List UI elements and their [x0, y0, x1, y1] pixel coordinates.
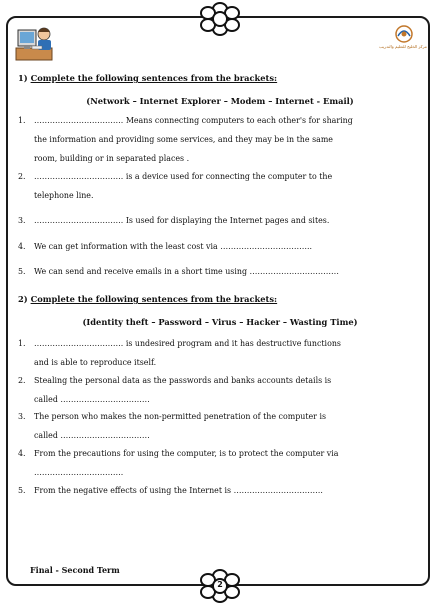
question-number: 2.: [18, 172, 26, 181]
section1-word-bank: (Network – Internet Explorer – Modem – Internet - Email): [86, 96, 354, 106]
computer-user-clipart: [14, 22, 56, 64]
question-line: From the precautions for using the computer, is to protect the computer via: [34, 449, 339, 458]
question-line: and is able to reproduce itself.: [34, 358, 157, 367]
question-number: 3.: [18, 412, 26, 421]
section1-title: [18, 73, 277, 83]
question-number: 3.: [18, 216, 26, 225]
section2-question-5: [18, 481, 410, 500]
question-number: 1.: [18, 116, 26, 125]
footer-term-label: Final - Second Term: [30, 565, 120, 575]
section2-question-4: [18, 444, 410, 482]
question-line: room, building or in separated places .: [34, 154, 190, 163]
section1-question-2: [18, 167, 410, 205]
question-line: the information and providing some services, and they may be in the same: [34, 135, 333, 144]
question-line: …………………………….: [34, 468, 124, 477]
question-number: 4.: [18, 242, 26, 251]
logo-caption: مركز الخليج للتعليم والتدريب: [379, 44, 427, 49]
section2-title: [18, 294, 277, 304]
section2-word-bank: (Identity theft – Password – Virus – Hacker – Wasting Time): [82, 317, 358, 327]
section2-instruction: Complete the following sentences from the brackets:: [30, 294, 278, 304]
question-line: We can send and receive emails in a short time using …………………………….: [34, 267, 339, 276]
flower-ornament-top: [198, 2, 242, 36]
question-line: ……………………………. Means connecting computers to each other's for sharing: [34, 116, 353, 125]
section1-instruction: Complete the following sentences from the brackets:: [30, 73, 278, 83]
question-line: called …………………………….: [34, 395, 150, 404]
page-number: 2: [217, 580, 223, 589]
question-line: called …………………………….: [34, 431, 150, 440]
question-number: 1.: [18, 339, 26, 348]
section1-number: 1): [18, 73, 28, 83]
question-line: Stealing the personal data as the passwords and banks accounts details is: [34, 376, 332, 385]
question-line: The person who makes the non-permitted penetration of the computer is: [34, 412, 327, 421]
section1-question-4: [18, 237, 410, 256]
question-line: ……………………………. is a device used for connecting the computer to the: [34, 172, 333, 181]
question-line: telephone line.: [34, 191, 94, 200]
question-line: We can get information with the least cost via ……………………………..: [34, 242, 313, 251]
section2-question-3: [18, 407, 410, 445]
question-number: 4.: [18, 449, 26, 458]
question-line: ……………………………. is undesired program and it has destructive functions: [34, 339, 341, 348]
question-line: ……………………………. Is used for displaying the Internet pages and sites.: [34, 216, 330, 225]
section2-question-1: [18, 334, 410, 372]
question-number: 5.: [18, 267, 26, 276]
school-logo: [380, 22, 428, 60]
section2-question-2: [18, 371, 410, 409]
section2-number: 2): [18, 294, 28, 304]
section1-question-1: [18, 111, 410, 168]
question-line: From the negative effects of using the Internet is …………………………….: [34, 486, 323, 495]
section1-question-3: [18, 211, 410, 230]
question-number: 2.: [18, 376, 26, 385]
question-number: 5.: [18, 486, 26, 495]
section1-question-5: [18, 262, 410, 281]
